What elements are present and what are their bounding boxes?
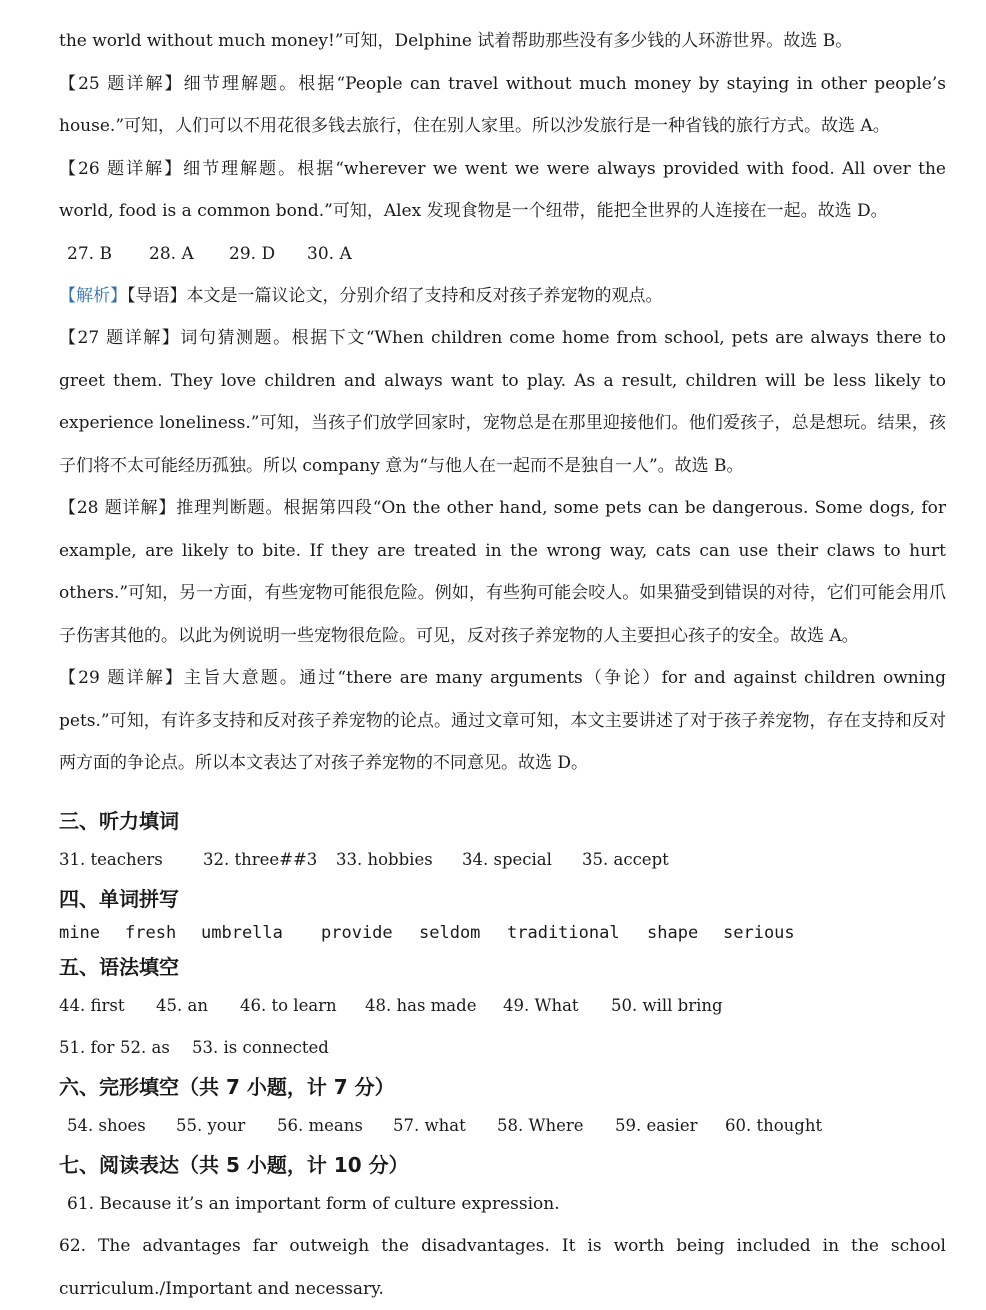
word-serious: serious [723,922,795,943]
answer-32: 32. three##3 [203,849,318,869]
answer-49: 49. What [503,995,579,1015]
paragraph-25-explanation: 【25 题详解】细节理解题。根据“People can travel without much money by staying in other people’s house.”可知，人们可以不用花很多钱去旅行，住在别人家里。所以沙发旅行是一种省钱的旅行方式。故选 A。 [59,73,946,136]
answer-59: 59. easier [615,1115,698,1135]
answer-46: 46. to learn [240,995,337,1015]
paragraph-24-conclusion: the world without much money!”可知，Delphine 试着帮助那些没有多少钱的人环游世界。故选 B。 [59,31,853,51]
paragraph-27-explanation: 【27 题详解】词句猜测题。根据下文“When children come home from school, pets are always there to greet them. They love children and always want to play. As a result, children will be less likely to experience loneliness.”可知，当孩子们放学回家时，宠物总是在那里迎接他们。他们爱孩子，总是想玩。结果，孩子们将不太可能经历孤独。所以 company 意为“与他人在一起而不是独自一人”。故选 B。 [59,328,946,476]
answer-52: 52. as [120,1037,170,1057]
answer-60: 60. thought [725,1115,823,1135]
answer-28: 28. A [149,243,194,264]
paragraph-28-explanation: 【28 题详解】推理判断题。根据第四段“On the other hand, some pets can be dangerous. Some dogs, for example, are likely to bite. If they are treated in the wrong way, cats can use their claws to hurt others.”可知，另一方面，有些宠物可能很危险。例如，有些狗可能会咬人。如果猫受到错误的对待，它们可能会用爪子伤害其他的。以此为例说明一些宠物很危险。可见，反对孩子养宠物的人主要担心孩子的安全。故选 A。 [59,498,946,646]
section-3-answers [59,839,946,881]
word-seldom: seldom [419,922,481,943]
answer-58: 58. Where [497,1115,584,1135]
word-umbrella: umbrella [201,922,283,943]
word-shape: shape [647,922,699,943]
answer-50: 50. will bring [611,995,723,1015]
answer-62: 62. The advantages far outweigh the disadvantages. It is worth being included in the school curriculum./Important and necessary. [59,1236,946,1299]
section-6-title: 六、完形填空（共 7 小题，计 7 分） [59,1074,395,1099]
paragraph-intro [59,275,946,318]
section-7-title: 七、阅读表达（共 5 小题，计 10 分） [59,1152,409,1177]
analysis-tag: 【解析】 [59,285,127,306]
answer-56: 56. means [277,1115,363,1135]
section-5-answers-row1 [59,985,946,1027]
paragraph-26-explanation: 【26 题详解】细节理解题。根据“wherever we went we were always provided with food. All over the world, food is a common bond.”可知，Alex 发现食物是一个纽带，能把全世界的人连接在一起。故选 D。 [59,158,946,221]
answer-51: 51. for [59,1037,115,1057]
answer-48: 48. has made [365,995,477,1015]
section-3-title: 三、听力填词 [59,808,179,833]
word-traditional: traditional [507,922,620,943]
answer-31: 31. teachers [59,849,163,869]
answer-61: 61. Because it’s an important form of culture expression. [67,1193,560,1214]
section-4-answers [59,917,946,949]
answer-27: 27. B [67,243,112,264]
answer-34: 34. special [462,849,552,869]
answer-45: 45. an [156,995,208,1015]
section-5-title: 五、语法填空 [59,954,179,979]
answer-57: 57. what [393,1115,466,1135]
answer-35: 35. accept [582,849,669,869]
answer-53: 53. is connected [192,1037,329,1057]
section-6-answers [59,1105,946,1147]
section-5-answers-row2 [59,1027,946,1069]
section-4-title: 四、单词拼写 [59,886,179,911]
answer-44: 44. first [59,995,125,1015]
word-provide: provide [321,922,393,943]
word-fresh: fresh [125,922,177,943]
answers-27-30 [59,233,946,275]
answer-30: 30. A [307,243,352,264]
answer-54: 54. shoes [67,1115,146,1135]
answer-29: 29. D [229,243,276,264]
intro-text: 【导语】本文是一篇议论文，分别介绍了支持和反对孩子养宠物的观点。 [127,285,663,306]
paragraph-29-explanation: 【29 题详解】主旨大意题。通过“there are many arguments（争论）for and against children owning pets.”可知，有许多支持和反对孩子养宠物的论点。通过文章可知，本文主要讲述了对于孩子养宠物，存在支持和反对两方面的争论点。所以本文表达了对孩子养宠物的不同意见。故选 D。 [59,668,946,773]
word-mine: mine [59,922,100,943]
answer-55: 55. your [176,1115,246,1135]
answer-33: 33. hobbies [336,849,433,869]
